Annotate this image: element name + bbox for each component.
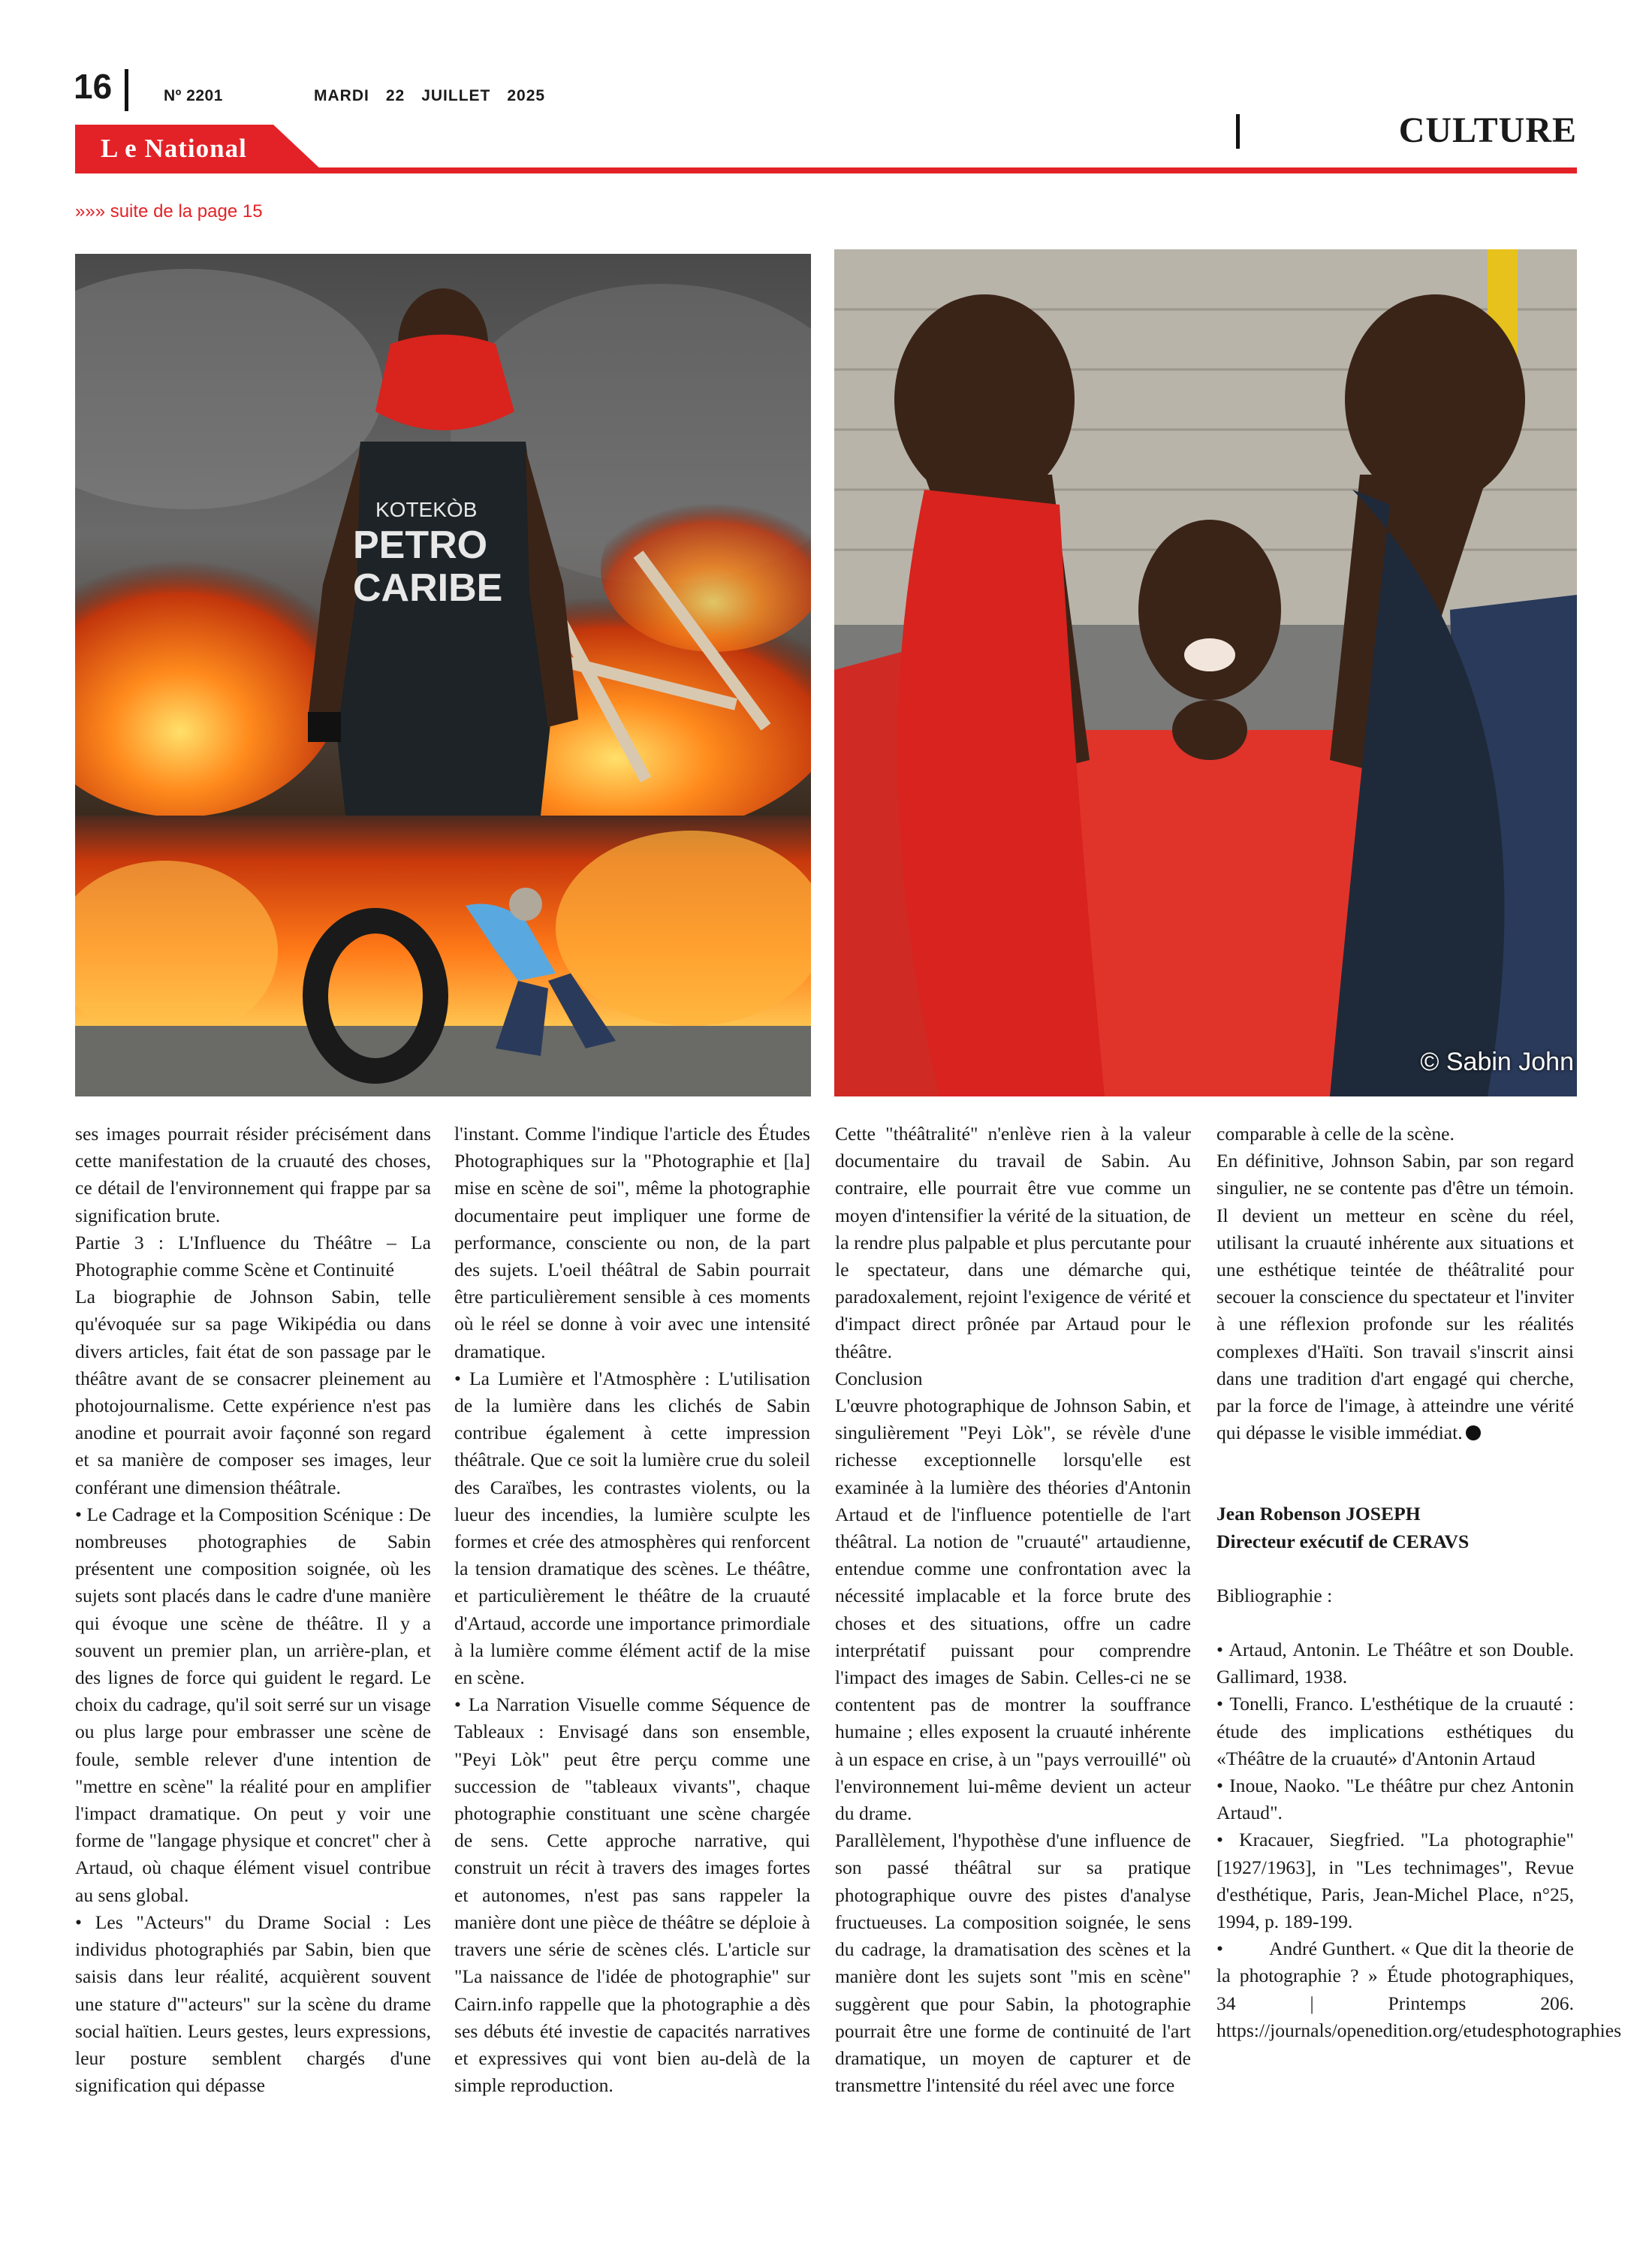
year: 2025 [507, 87, 546, 104]
header-divider [125, 69, 128, 111]
author-title: Directeur exécutif de CERAVS [1216, 1530, 1470, 1552]
paragraph: Parallèlement, l'hypothèse d'une influence de son passé théâtral sur sa pratique photographique ouvre des pistes d'analyse fructueuses. La composition soignée, le sens du cadrage, la dramatisation des scènes et la manière dont les sujets sont "mis en scène" suggèrent que pour Sabin, la photographie pourrait être une forme de continuité de l'art dramatique, un moyen de capturer et de transmettre l'intensité du réel avec une force [835, 1829, 1191, 2097]
article-column-1 [75, 1120, 431, 2099]
paragraph: En définitive, Johnson Sabin, par son regard singulier, ne se contente pas d'être un témoin. Il devient un metteur en scène du réel, utilisant la cruauté inhérente aux situations et une esthétique teintée de théâtralité pour secouer la conscience du spectateur et l'inviter à une réflexion profonde sur les réalités complexes d'Haïti. Son travail s'inscrit ainsi dans une tradition d'art engagé qui cherche, par la force de l'image, à atteindre une vérité qui dépasse le visible immédiat. [1216, 1148, 1574, 1446]
month: JUILLET [421, 87, 491, 104]
bullet-paragraph: • Les "Acteurs" du Drame Social : Les individus photographiés par Sabin, bien que saisis dans leur réalité, acquièrent souvent une stature d'"acteurs" sur la scène du drame social haïtien. Leurs gestes, leurs expressions, leur posture semblent chargés d'une signification qui dépasse [75, 1911, 431, 2097]
paragraph: La biographie de Johnson Sabin, telle qu'évoquée sur sa page Wikipédia ou dans divers articles, fait état de son passage par le théâtre avant de se consacrer pleinement au photojournalisme. Cette expérience n'est pas anodine et pourrait avoir façonné son regard et sa manière de composer ses images, leur conférant une dimension théâtrale. [75, 1286, 431, 1498]
paragraph: ses images pourrait résider précisément dans cette manifestation de la cruauté des choses, ce détail de l'environnement qui frappe par sa signification brute. [75, 1123, 431, 1226]
article-column-2 [454, 1120, 810, 2099]
dateline [314, 87, 562, 105]
bibliography-item: • Kracauer, Siegfried. "La photographie" [1927/1963], in "Les technimages", Revue d'esthétique, Paris, Jean-Michel Place, n°25, 1994, p. 189-199. [1216, 1829, 1574, 1933]
bullet-paragraph: • Le Cadrage et la Composition Scénique : De nombreuses photographies de Sabin présentent une composition soignée, où les sujets sont placés dans le cadre d'une manière qui évoque une scène de théâtre. Il y a souvent un premier plan, un arrière-plan, et des lignes de force qui guident le regard. Le choix du cadrage, qu'il soit serré sur un visage ou plus large pour embrasser une scène de foule, semble relever d'une intention de "mettre en scène" la réalité pour en amplifier l'impact dramatique. On peut y voir une forme de "langage physique et concret" cher à Artaud, où chaque élément visuel contribue au sens global. [75, 1503, 431, 1906]
bibliography-item: • Inoue, Naoko. "Le théâtre pur chez Antonin Artaud". [1216, 1775, 1574, 1824]
brand-name: L e National [101, 134, 247, 163]
article-column-3 [835, 1120, 1191, 2099]
paragraph: L'œuvre photographique de Johnson Sabin, et singulièrement "Peyi Lòk", se révèle d'une richesse exceptionnelle lorsqu'elle est examinée à la lumière des théories d'Antonin Artaud et de l'influence potentielle de l'art théâtral. La notion de "cruauté" artaudienne, entendue comme une confrontation avec la nécessité implacable et la force brute des choses et des situations, offre un cadre interprétatif puissant pour comprendre l'impact des images de Sabin. Celles-ci ne se contentent pas de montrer la souffrance humaine ; elles exposent la cruauté inhérente à un espace en crise, à un "pays verrouillé" où l'environnement lui-même devient un acteur du drame. [835, 1395, 1191, 1825]
issue-number: Nº 2201 [164, 87, 223, 104]
paragraph: comparable à celle de la scène. [1216, 1123, 1455, 1145]
header-rule [75, 167, 1577, 173]
article-column-4 [1216, 1120, 1622, 2044]
bibliography-item: • Artaud, Antonin. Le Théâtre et son Double. Gallimard, 1938. [1216, 1639, 1574, 1688]
day: 22 [385, 87, 405, 104]
bibliography-label: Bibliographie : [1216, 1584, 1333, 1606]
conclusion-heading: Conclusion [835, 1367, 923, 1389]
bullet-paragraph: • La Lumière et l'Atmosphère : L'utilisation de la lumière dans les clichés de Sabin contribue également à cette impression théâtrale. Que ce soit la lumière crue du soleil des Caraïbes, les contrastes violents, ou la lueur des incendies, la lumière sculpte les formes et crée des atmosphères qui renforcent la tension dramatique des scènes. Le théâtre, et particulièrement le théâtre de la cruauté d'Artaud, accorde une importance primordiale à la lumière comme élément actif de la mise en scène. [454, 1367, 810, 1689]
bibliography-item: • André Gunthert. « Que dit la theorie de la photographie ? » Étude photographiques, 34 | Printemps 206. https://journals/openedition.org/etudesphotographies [1216, 1938, 1622, 2041]
photo-tire-fire [75, 816, 811, 1096]
continued-from: »»» suite de la page 15 [75, 201, 263, 222]
photo-credit: © Sabin John [1420, 1048, 1574, 1076]
photo-masked-protester [75, 254, 811, 816]
photo-raised-fists [834, 249, 1577, 1096]
bibliography-item: • Tonelli, Franco. L'esthétique de la cruauté : étude des implications esthétiques du «Théâtre de la cruauté» d'Antonin Artaud [1216, 1693, 1574, 1769]
section-heading: Partie 3 : L'Influence du Théâtre – La Photographie comme Scène et Continuité [75, 1231, 431, 1281]
author-name: Jean Robenson JOSEPH [1216, 1503, 1421, 1525]
paragraph: Cette "théâtralité" n'enlève rien à la valeur documentaire du travail de Sabin. Au contraire, elle pourrait être vue comme un moyen d'intensifier la vérité de la situation, de la rendre plus palpable et plus percutante pour le spectateur, dans une démarche qui, paradoxalement, rejoint l'exigence de vérité et d'impact direct prônée par Artaud pour le théâtre. [835, 1123, 1191, 1362]
paragraph: l'instant. Comme l'indique l'article des Études Photographiques sur la "Photographie et [la] mise en scène de soi", même la photographie documentaire peut impliquer une forme de performance, consciente ou non, de la part des sujets. L'oeil théâtral de Sabin pourrait être particulièrement sensible à ces moments où le réel se donne à voir avec une intensité dramatique. [454, 1123, 810, 1362]
bullet-paragraph: • La Narration Visuelle comme Séquence de Tableaux : Envisagé dans son ensemble, "Peyi Lòk" peut être perçu comme une succession de "tableaux vivants", chaque photographie constituant une scène chargée de sens. Cette approche narrative, qui construit un récit à travers des images fortes et autonomes, n'est pas sans rappeler la manière dont une pièce de théâtre se déploie à travers une série de scènes clés. L'article sur "La naissance de l'idée de photographie" sur Cairn.info rappelle que la photographie a dès ses débuts été investie de capacités narratives et expressives qui vont bien au-delà de la simple reproduction. [454, 1694, 810, 2097]
section-title: CULTURE [1398, 110, 1577, 150]
svg-text:KOTEKÒB: KOTEKÒB [375, 498, 478, 521]
section-divider [1236, 114, 1240, 149]
weekday: MARDI [314, 87, 369, 104]
svg-text:PETRO: PETRO [353, 523, 488, 567]
page-number: 16 [74, 67, 113, 106]
svg-text:CARIBE: CARIBE [353, 566, 503, 610]
